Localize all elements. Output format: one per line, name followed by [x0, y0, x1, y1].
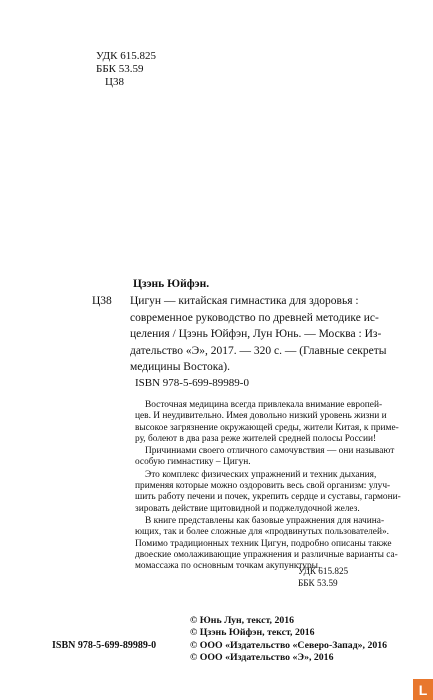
corner-badge: L	[413, 679, 433, 700]
catalog-line: целения / Цзэнь Юйфэн, Лун Юнь. — Москва : Из-	[130, 328, 382, 340]
annotation-line: Восточная медицина всегда привлекала внимание европей-	[145, 400, 383, 410]
cutter-code-top: Ц38	[105, 76, 124, 88]
copyright-line: © ООО «Издательство «Э», 2016	[190, 652, 334, 664]
annotation-line: Это комплекс физических упражнений и техник дыхания,	[145, 469, 377, 480]
annotation-line: шить работу печени и почек, укрепить сердце и суставы, гармони-	[135, 492, 401, 503]
catalog-isbn: ISBN 978-5-699-89989-0	[135, 377, 249, 389]
copyright-block	[190, 615, 387, 665]
annotation-line: ру, болеют в два раза реже жителей средней полосы России!	[135, 433, 377, 444]
annotation-line: цев. И неудивительно. Имея довольно низкий уровень жизни и	[135, 411, 387, 422]
bbk-code-top: ББК 53.59	[96, 63, 144, 75]
catalog-line: медицины Востока).	[130, 361, 230, 373]
copyright-isbn: ISBN 978-5-699-89989-0	[52, 640, 157, 651]
annotation-line: ющих, так и более сложные для «продвинутых пользователей».	[135, 527, 390, 538]
catalog-line: современное руководство по древней методике ис-	[130, 311, 379, 324]
catalog-description	[130, 293, 387, 376]
annotation-line: высокое загрязнение окружающей среды, жители Китая, к приме-	[135, 422, 399, 433]
annotation-line: двоеские омолаживающие упражнения и различные варианты са-	[135, 549, 398, 560]
annotation-line: момассажа по основным точкам акупунктуры.	[135, 561, 321, 572]
catalog-author: Цзэнь Юйфэн.	[133, 278, 210, 290]
bbk-code-bottom: ББК 53.59	[298, 578, 338, 588]
annotation-line: особую гимнастику – Цигун.	[135, 457, 251, 468]
catalog-code: Ц38	[92, 295, 112, 307]
annotation-line: Причиниами своего отличного самочувствия — они называют	[145, 446, 395, 457]
annotation-line: В книге представлены как базовые упражнения для начина-	[145, 515, 385, 526]
copyright-line: © ООО «Издательство «Северо-Запад», 2016	[190, 639, 388, 651]
udk-code-top: УДК 615.825	[96, 50, 157, 62]
annotation-line: Помимо традиционных техник Цигун, подробно описаны также	[135, 538, 392, 549]
annotation-line: применяя которые можно оздоровить весь свой организм: улуч-	[135, 481, 391, 492]
catalog-line: Цигун — китайская гимнастика для здоровья :	[130, 295, 359, 307]
copyright-line: © Цзэнь Юйфэн, текст, 2016	[190, 627, 315, 639]
udk-code-bottom: УДК 615.825	[298, 566, 349, 576]
copyright-line: © Юнь Лун, текст, 2016	[190, 615, 295, 626]
catalog-line: дательство «Э», 2017. — 320 с. — (Главные секреты	[130, 344, 387, 357]
annotation-line: зировать действие щитовидной и поджелудочной желез.	[135, 503, 360, 514]
annotation	[135, 400, 401, 572]
